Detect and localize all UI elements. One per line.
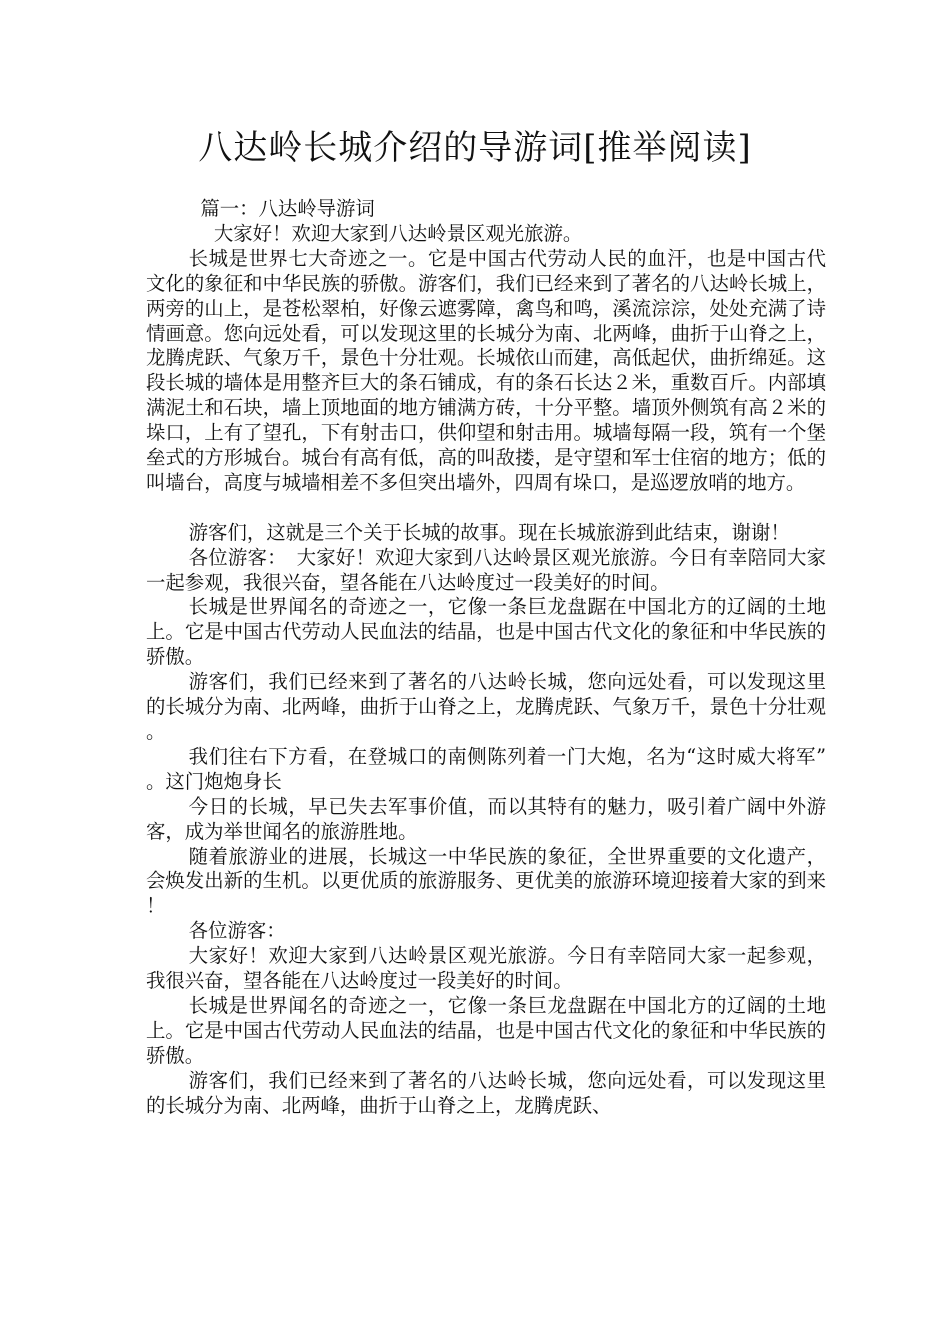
document-title: 八达岭长城介绍的导游词[推举阅读]: [198, 128, 752, 168]
paragraph-view: 游客们，我们已经来到了著名的八达岭长城，您向远处看，可以发现这里的长城分为南、北两峰，曲折于山脊之上，龙腾虎跃、气象万千，景色十分壮观。: [146, 670, 826, 744]
paragraph-great-wall-description: 长城是世界七大奇迹之一。它是中国古代劳动人民的血汗，也是中国古代文化的象征和中华民族的骄傲。游客们，我们已经来到了著名的八达岭长城上，两旁的山上，是苍松翠柏，好像云遮雾障，禽鸟和鸣，溪流淙淙，处处充满了诗情画意。您向远处看，可以发现这里的长城分为南、北两峰，曲折于山脊之上，龙腾虎跃、气象万千，景色十分壮观。长城依山而建，高低起伏，曲折绵延。这段长城的墙体是用整齐巨大的条石铺成，有的条石长达２米，重数百斤。内部填满泥土和石块，墙上顶地面的地方铺满方砖，十分平整。墙顶外侧筑有高２米的垛口，上有了望孔，下有射击口，供仰望和射击用。城墙每隔一段，筑有一个堡垒式的方形城台。城台有高有低，高的叫敌搂，是守望和军士住宿的地方；低的叫墙台，高度与城墙相差不多但突出墙外，四周有垛口，是巡逻放哨的地方。: [146, 246, 826, 494]
paragraph-closing: 游客们，这就是三个关于长城的故事。现在长城旅游到此结束，谢谢！: [188, 520, 790, 544]
paragraph-welcome: 各位游客： 大家好！欢迎大家到八达岭景区观光旅游。今日有幸陪同大家一起参观，我很兴奋，望各能在八达岭度过一段美好的时间。: [146, 545, 826, 594]
paragraph-wonder: 长城是世界闻名的奇迹之一，它像一条巨龙盘踞在中国北方的辽阔的土地上。它是中国古代劳动人民血法的结晶，也是中国古代文化的象征和中华民族的骄傲。: [146, 595, 826, 669]
paragraph-welcome-2: 大家好！欢迎大家到八达岭景区观光旅游。今日有幸陪同大家一起参观，我很兴奋，望各能在八达岭度过一段美好的时间。: [146, 944, 826, 993]
paragraph-tourism: 随着旅游业的进展，长城这一中华民族的象征，全世界重要的文化遗产，会焕发出新的生机。以更优质的旅游服务、更优美的旅游环境迎接着大家的到来！: [146, 844, 826, 918]
paragraph-address: 各位游客：: [188, 919, 286, 943]
section-heading: 篇一：八达岭导游词: [200, 197, 375, 220]
paragraph-wonder-2: 长城是世界闻名的奇迹之一，它像一条巨龙盘踞在中国北方的辽阔的土地上。它是中国古代劳动人民血法的结晶，也是中国古代文化的象征和中华民族的骄傲。: [146, 993, 826, 1067]
paragraph-cannon: 我们往右下方看，在登城口的南侧陈列着一门大炮，名为“这时威大将军”。这门炮炮身长: [146, 744, 826, 793]
document-body: [146, 197, 826, 1119]
paragraph-greeting: 大家好！欢迎大家到八达岭景区观光旅游。: [213, 221, 583, 245]
paragraph-view-2: 游客们，我们已经来到了著名的八达岭长城，您向远处看，可以发现这里的长城分为南、北两峰，曲折于山脊之上，龙腾虎跃、: [146, 1068, 826, 1117]
paragraph-today: 今日的长城，早已失去军事价值，而以其特有的魅力，吸引着广阔中外游客，成为举世闻名的旅游胜地。: [146, 794, 826, 843]
